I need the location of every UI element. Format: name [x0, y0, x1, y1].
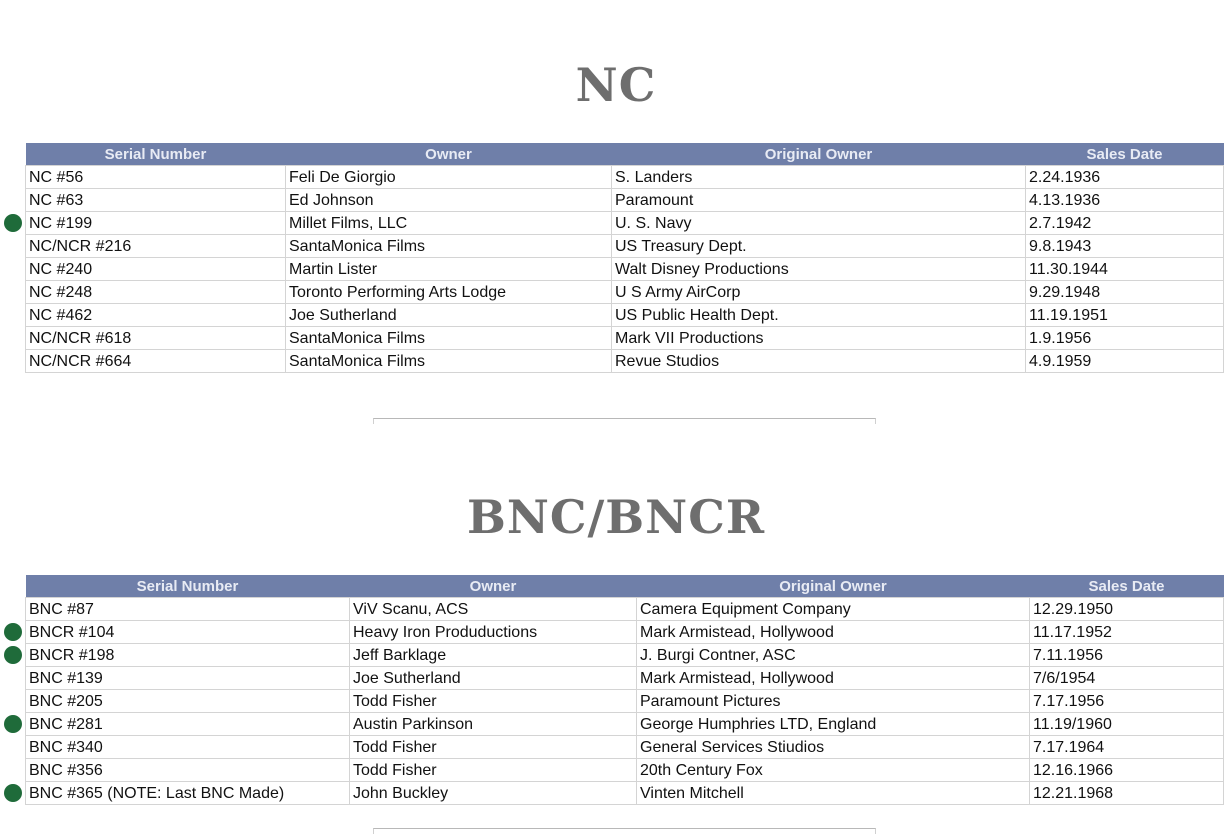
owner-cell: [350, 759, 637, 782]
owner-cell: [350, 736, 637, 759]
owner-cell-text: Heavy Iron Produductions: [353, 623, 538, 641]
original-owner-cell-text: S. Landers: [615, 168, 693, 186]
table-header-row: [26, 575, 1224, 598]
owner-cell: [286, 350, 612, 373]
owner-cell: [350, 621, 637, 644]
table-row: [26, 166, 1224, 189]
owner-cell-text: SantaMonica Films: [289, 352, 426, 370]
original-owner-cell: [637, 690, 1030, 713]
serial-cell: [26, 621, 350, 644]
serial-cell: [26, 166, 286, 189]
table-row: [26, 690, 1224, 713]
owner-cell: [350, 644, 637, 667]
owner-cell-text: SantaMonica Films: [289, 329, 426, 347]
serial-cell: [26, 782, 350, 805]
serial-cell-text: BNC #205: [29, 692, 103, 710]
owner-cell-text: Todd Fisher: [353, 692, 437, 710]
original-owner-cell: [612, 212, 1026, 235]
original-owner-cell: [637, 621, 1030, 644]
bnc-table-body: [26, 598, 1224, 805]
original-owner-cell: [612, 235, 1026, 258]
serial-cell: [26, 598, 350, 621]
sales-date-cell: [1030, 782, 1224, 805]
serial-cell-text: BNC #356: [29, 761, 103, 779]
sales-date-cell: [1026, 235, 1224, 258]
owner-cell-text: John Buckley: [353, 784, 449, 802]
column-header-original-owner: Original Owner: [612, 143, 1026, 166]
sales-date-cell: [1030, 667, 1224, 690]
section-title-bnc: BNC/BNCR: [466, 490, 766, 544]
owner-cell: [350, 713, 637, 736]
column-header-serial: Serial Number: [26, 575, 350, 598]
sales-date-cell: [1026, 166, 1224, 189]
owner-cell: [286, 189, 612, 212]
owner-cell-text: Toronto Performing Arts Lodge: [289, 283, 507, 301]
original-owner-cell: [612, 281, 1026, 304]
owner-cell: [286, 235, 612, 258]
green-dot-marker: [4, 623, 22, 641]
original-owner-cell-text: Vinten Mitchell: [640, 784, 744, 802]
original-owner-cell: [612, 304, 1026, 327]
column-header-owner: Owner: [286, 143, 612, 166]
serial-cell-text: NC #63: [29, 191, 84, 209]
table-row: [26, 350, 1224, 373]
serial-cell: [26, 690, 350, 713]
serial-cell-text: BNCR #104: [29, 623, 115, 641]
column-header-sales-date: Sales Date: [1026, 143, 1224, 166]
owner-cell: [286, 304, 612, 327]
serial-cell: [26, 667, 350, 690]
table-row: [26, 713, 1224, 736]
original-owner-cell: [637, 713, 1030, 736]
sales-date-cell-text: 11.19.1951: [1029, 306, 1108, 324]
original-owner-cell: [612, 327, 1026, 350]
green-dot-marker: [4, 784, 22, 802]
table-row: [26, 736, 1224, 759]
owner-cell: [350, 667, 637, 690]
owner-cell: [350, 598, 637, 621]
owner-cell-text: Jeff Barklage: [353, 646, 447, 664]
serial-cell-text: NC #199: [29, 214, 93, 232]
serial-cell: [26, 212, 286, 235]
owner-cell-text: Joe Sutherland: [289, 306, 397, 324]
table-row: [26, 327, 1224, 350]
owner-cell: [286, 212, 612, 235]
serial-cell: [26, 713, 350, 736]
original-owner-cell-text: Mark VII Productions: [615, 329, 764, 347]
sales-date-cell-text: 2.7.1942: [1029, 214, 1092, 232]
serial-cell-text: NC #462: [29, 306, 93, 324]
serial-cell-text: NC/NCR #216: [29, 237, 132, 255]
section-divider: [373, 828, 876, 834]
original-owner-cell-text: Camera Equipment Company: [640, 600, 851, 618]
column-header-original-owner: Original Owner: [637, 575, 1030, 598]
sales-date-cell: [1030, 713, 1224, 736]
sales-date-cell-text: 9.8.1943: [1029, 237, 1092, 255]
green-dot-marker: [4, 715, 22, 733]
original-owner-cell-text: Paramount: [615, 191, 694, 209]
original-owner-cell-text: Mark Armistead, Hollywood: [640, 623, 834, 641]
table-row: [26, 598, 1224, 621]
serial-cell-text: BNC #87: [29, 600, 94, 618]
sales-date-cell-text: 2.24.1936: [1029, 168, 1101, 186]
owner-cell-text: SantaMonica Films: [289, 237, 426, 255]
column-header-owner: Owner: [350, 575, 637, 598]
original-owner-cell-text: US Public Health Dept.: [615, 306, 779, 324]
original-owner-cell-text: Walt Disney Productions: [615, 260, 789, 278]
serial-cell-text: BNC #281: [29, 715, 103, 733]
table-row: [26, 304, 1224, 327]
sales-date-cell-text: 7.17.1956: [1033, 692, 1105, 710]
owner-cell-text: Millet Films, LLC: [289, 214, 408, 232]
serial-cell: [26, 736, 350, 759]
section-divider: [373, 418, 876, 424]
serial-cell: [26, 235, 286, 258]
serial-cell: [26, 644, 350, 667]
serial-cell-text: BNC #340: [29, 738, 103, 756]
sales-date-cell: [1030, 598, 1224, 621]
sales-date-cell-text: 7.17.1964: [1033, 738, 1105, 756]
original-owner-cell: [612, 350, 1026, 373]
nc-table-body: [26, 166, 1224, 373]
table-row: [26, 212, 1224, 235]
nc-table: [25, 143, 1224, 373]
original-owner-cell: [637, 759, 1030, 782]
serial-cell: [26, 759, 350, 782]
owner-cell-text: Feli De Giorgio: [289, 168, 396, 186]
owner-cell: [286, 166, 612, 189]
sales-date-cell-text: 1.9.1956: [1029, 329, 1092, 347]
serial-cell-text: BNCR #198: [29, 646, 115, 664]
original-owner-cell: [612, 258, 1026, 281]
serial-cell: [26, 304, 286, 327]
owner-cell-text: Joe Sutherland: [353, 669, 461, 687]
owner-cell-text: Todd Fisher: [353, 761, 437, 779]
sales-date-cell: [1030, 644, 1224, 667]
original-owner-cell-text: General Services Stiudios: [640, 738, 825, 756]
serial-cell: [26, 258, 286, 281]
table-row: [26, 782, 1224, 805]
serial-cell: [26, 327, 286, 350]
sales-date-cell-text: 7.11.1956: [1033, 646, 1103, 664]
green-dot-marker: [4, 646, 22, 664]
serial-cell-text: NC #248: [29, 283, 93, 301]
sales-date-cell-text: 12.29.1950: [1033, 600, 1114, 618]
sales-date-cell: [1030, 736, 1224, 759]
original-owner-cell: [612, 166, 1026, 189]
table-header-row: [26, 143, 1224, 166]
table-row: [26, 189, 1224, 212]
original-owner-cell: [637, 598, 1030, 621]
sales-date-cell: [1030, 690, 1224, 713]
original-owner-cell-text: Revue Studios: [615, 352, 720, 370]
sales-date-cell: [1026, 189, 1224, 212]
original-owner-cell-text: George Humphries LTD, England: [640, 715, 877, 733]
sales-date-cell-text: 4.9.1959: [1029, 352, 1092, 370]
owner-cell-text: Austin Parkinson: [353, 715, 474, 733]
bnc-table: [25, 575, 1224, 805]
original-owner-cell-text: U S Army AirCorp: [615, 283, 741, 301]
sales-date-cell: [1026, 304, 1224, 327]
sales-date-cell: [1026, 212, 1224, 235]
original-owner-cell: [637, 782, 1030, 805]
serial-cell-text: BNC #139: [29, 669, 103, 687]
serial-cell-text: NC #240: [29, 260, 93, 278]
sales-date-cell-text: 7/6/1954: [1033, 669, 1096, 687]
sales-date-cell-text: 11.19/1960: [1033, 715, 1112, 733]
serial-cell-text: NC/NCR #618: [29, 329, 132, 347]
original-owner-cell: [612, 189, 1026, 212]
owner-cell: [286, 281, 612, 304]
table-row: [26, 621, 1224, 644]
original-owner-cell-text: U. S. Navy: [615, 214, 692, 232]
serial-cell-text: NC/NCR #664: [29, 352, 132, 370]
table-row: [26, 644, 1224, 667]
owner-cell: [286, 258, 612, 281]
table-row: [26, 759, 1224, 782]
sales-date-cell: [1026, 327, 1224, 350]
owner-cell-text: Ed Johnson: [289, 191, 374, 209]
section-title-nc: NC: [575, 58, 657, 112]
original-owner-cell-text: 20th Century Fox: [640, 761, 763, 779]
sales-date-cell-text: 4.13.1936: [1029, 191, 1101, 209]
owner-cell: [286, 327, 612, 350]
sales-date-cell-text: 11.30.1944: [1029, 260, 1108, 278]
column-header-sales-date: Sales Date: [1030, 575, 1224, 598]
original-owner-cell-text: Paramount Pictures: [640, 692, 781, 710]
original-owner-cell: [637, 667, 1030, 690]
serial-cell: [26, 281, 286, 304]
serial-cell-text: NC #56: [29, 168, 84, 186]
green-dot-marker: [4, 214, 22, 232]
table-row: [26, 235, 1224, 258]
sales-date-cell: [1030, 621, 1224, 644]
sales-date-cell: [1026, 281, 1224, 304]
serial-cell: [26, 189, 286, 212]
owner-cell-text: ViV Scanu, ACS: [353, 600, 469, 618]
sales-date-cell: [1030, 759, 1224, 782]
column-header-serial: Serial Number: [26, 143, 286, 166]
sales-date-cell-text: 12.21.1968: [1033, 784, 1114, 802]
sales-date-cell-text: 11.17.1952: [1033, 623, 1112, 641]
table-row: [26, 281, 1224, 304]
original-owner-cell-text: Mark Armistead, Hollywood: [640, 669, 834, 687]
sales-date-cell: [1026, 258, 1224, 281]
serial-cell: [26, 350, 286, 373]
owner-cell-text: Todd Fisher: [353, 738, 437, 756]
original-owner-cell: [637, 644, 1030, 667]
owner-cell-text: Martin Lister: [289, 260, 378, 278]
sales-date-cell: [1026, 350, 1224, 373]
owner-cell: [350, 690, 637, 713]
original-owner-cell: [637, 736, 1030, 759]
original-owner-cell-text: J. Burgi Contner, ASC: [640, 646, 796, 664]
owner-cell: [350, 782, 637, 805]
serial-cell-text: BNC #365 (NOTE: Last BNC Made): [29, 784, 285, 802]
sales-date-cell-text: 12.16.1966: [1033, 761, 1114, 779]
original-owner-cell-text: US Treasury Dept.: [615, 237, 747, 255]
table-row: [26, 258, 1224, 281]
sales-date-cell-text: 9.29.1948: [1029, 283, 1101, 301]
table-row: [26, 667, 1224, 690]
